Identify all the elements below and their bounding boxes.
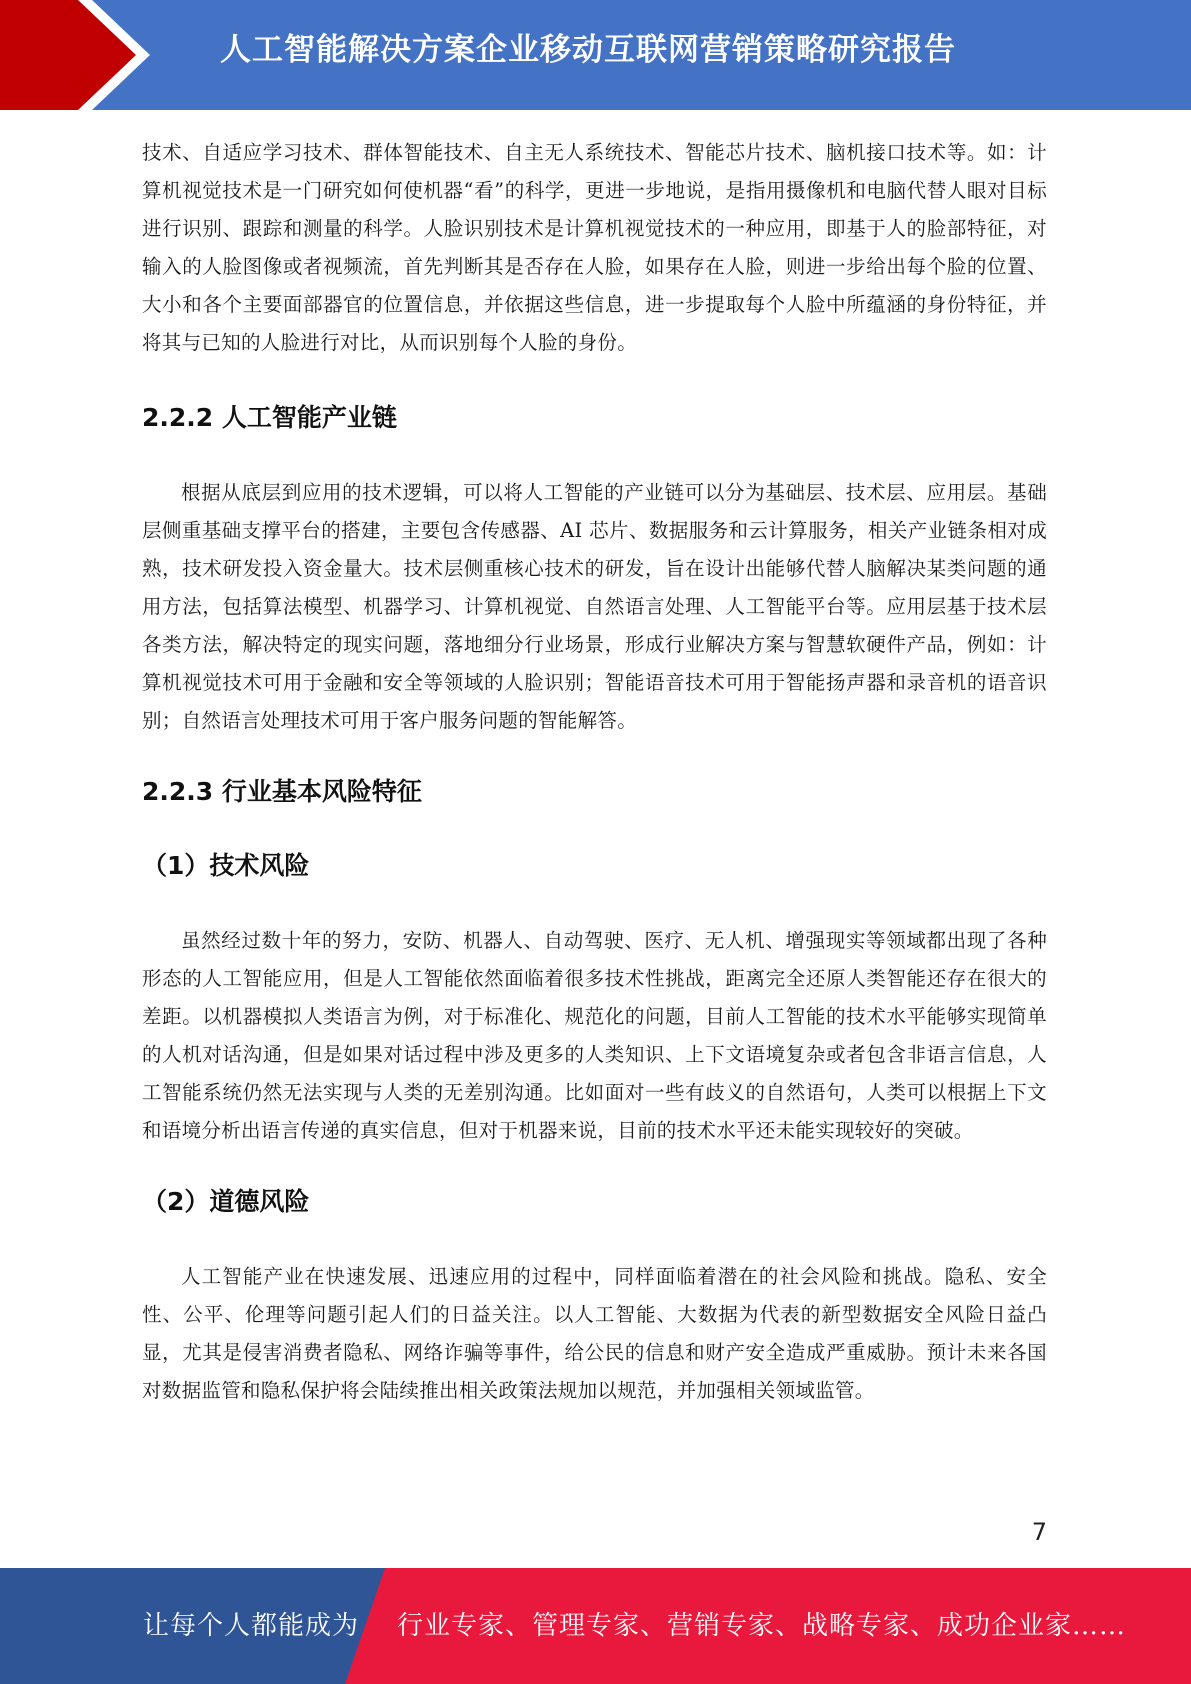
footer-slogan-left: 让每个人都能成为 [143,1611,360,1641]
subheading-technical-risk: （1）技术风险 [142,851,310,880]
industry-chain-paragraph: 根据从底层到应用的技术逻辑，可以将人工智能的产业链可以分为基础层、技术层、应用层。基础层侧重基础支撑平台的搭建，主要包含传感器、AI 芯片、数据服务和云计算服务，相关产业链条相对成熟，技术研发投入资金量大。技术层侧重核心技术的研发，旨在设计出能够代替人脑解决某类问题的通用方法，包括算法模型、机器学习、计算机视觉、自然语言处理、人工智能平台等。应用层基于技术层各类方法，解决特定的现实问题，落地细分行业场景，形成行业解决方案与智慧软硬件产品，例如：计算机视觉技术可用于金融和安全等领域的人脸识别；智能语音技术可用于智能扬声器和录音机的语音识别；自然语言处理技术可用于客户服务问题的智能解答。 [142,481,1047,732]
page-footer [0,1568,1191,1684]
page-header [0,0,1191,110]
footer-slogan-right: 行业专家、管理专家、营销专家、战略专家、成功企业家…… [397,1611,1127,1641]
subheading-ethical-risk: （2）道德风险 [142,1187,310,1216]
section-heading-2-2-3: 2.2.3 行业基本风险特征 [142,777,422,806]
header-red-arrow-decoration [0,0,160,110]
section-heading-2-2-2: 2.2.2 人工智能产业链 [142,403,397,432]
page-content [142,134,1047,1410]
intro-paragraph: 技术、自适应学习技术、群体智能技术、自主无人系统技术、智能芯片技术、脑机接口技术等。如：计算机视觉技术是一门研究如何使机器“看”的科学，更进一步地说，是指用摄像机和电脑代替人眼对目标进行识别、跟踪和测量的科学。人脸识别技术是计算机视觉技术的一种应用，即基于人的脸部特征，对输入的人脸图像或者视频流，首先判断其是否存在人脸，如果存在人脸，则进一步给出每个脸的位置、大小和各个主要面部器官的位置信息，并依据这些信息，进一步提取每个人脸中所蕴涵的身份特征，并将其与已知的人脸进行对比，从而识别每个人脸的身份。 [142,141,1047,354]
ethical-risk-paragraph: 人工智能产业在快速发展、迅速应用的过程中，同样面临着潜在的社会风险和挑战。隐私、安全性、公平、伦理等问题引起人们的日益关注。以人工智能、大数据为代表的新型数据安全风险日益凸显，尤其是侵害消费者隐私、网络诈骗等事件，给公民的信息和财产安全造成严重威胁。预计未来各国对数据监管和隐私保护将会陆续推出相关政策法规加以规范，并加强相关领域监管。 [142,1265,1047,1402]
page-number: 7 [1031,1518,1047,1546]
report-title: 人工智能解决方案企业移动互联网营销策略研究报告 [220,32,956,68]
technical-risk-paragraph: 虽然经过数十年的努力，安防、机器人、自动驾驶、医疗、无人机、增强现实等领域都出现了各种形态的人工智能应用，但是人工智能依然面临着很多技术性挑战，距离完全还原人类智能还存在很大的差距。以机器模拟人类语言为例，对于标准化、规范化的问题，目前人工智能的技术水平能够实现简单的人机对话沟通，但是如果对话过程中涉及更多的人类知识、上下文语境复杂或者包含非语言信息，人工智能系统仍然无法实现与人类的无差别沟通。比如面对一些有歧义的自然语句，人类可以根据上下文和语境分析出语言传递的真实信息，但对于机器来说，目前的技术水平还未能实现较好的突破。 [142,929,1047,1142]
